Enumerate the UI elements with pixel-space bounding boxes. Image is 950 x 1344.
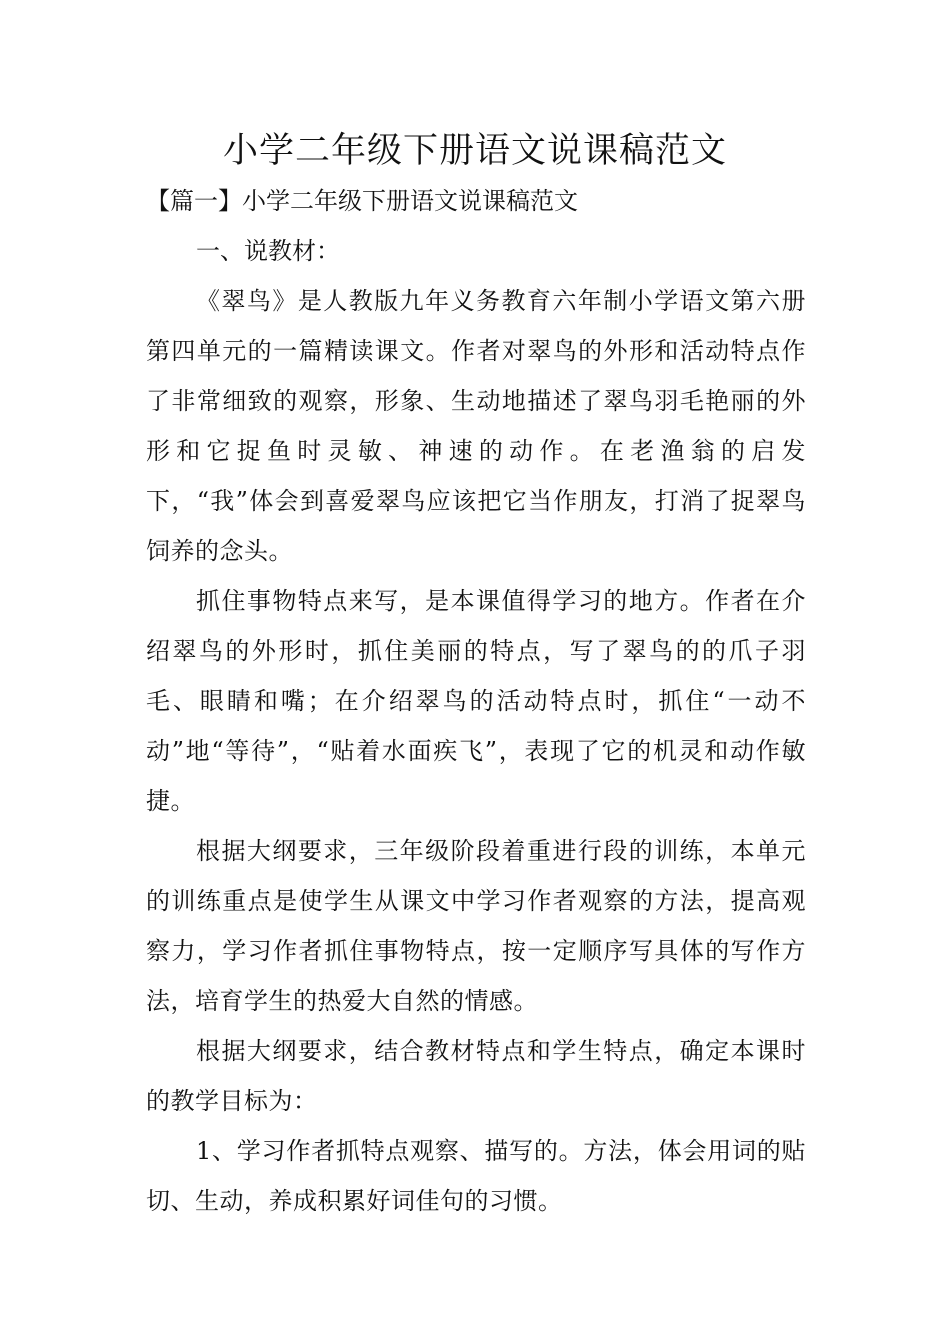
section-heading: 【篇一】小学二年级下册语文说课稿范文 [146, 187, 578, 215]
document-title: 小学二年级下册语文说课稿范文 [222, 131, 727, 171]
paragraph: 抓住事物特点来写，是本课值得学习的地方。作者在介绍翠鸟的外形时，抓住美丽的特点，写了翠鸟的的爪子羽毛、眼睛和嘴；在介绍翠鸟的活动特点时，抓住“一动不动”地“等待”，“贴着水面疾飞”，表现了它的机灵和动作敏捷。 [146, 587, 806, 815]
document-body [146, 276, 806, 1226]
paragraph: 《翠鸟》是人教版九年义务教育六年制小学语文第六册第四单元的一篇精读课文。作者对翠鸟的外形和活动特点作了非常细致的观察，形象、生动地描述了翠鸟羽毛艳丽的外形和它捉鱼时灵敏、神速的动作。在老渔翁的启发下，“我”体会到喜爱翠鸟应该把它当作朋友，打消了捉翠鸟饲养的念头。 [146, 287, 806, 565]
paragraph: 1、学习作者抓特点观察、描写的。方法，体会用词的贴切、生动，养成积累好词佳句的习惯。 [146, 1137, 806, 1215]
subheading: 一、说教材： [196, 237, 340, 265]
paragraph: 根据大纲要求，三年级阶段着重进行段的训练，本单元的训练重点是使学生从课文中学习作者观察的方法，提高观察力，学习作者抓住事物特点，按一定顺序写具体的写作方法，培育学生的热爱大自然的情感。 [146, 837, 806, 1015]
paragraph: 根据大纲要求，结合教材特点和学生特点，确定本课时的教学目标为： [146, 1037, 806, 1115]
